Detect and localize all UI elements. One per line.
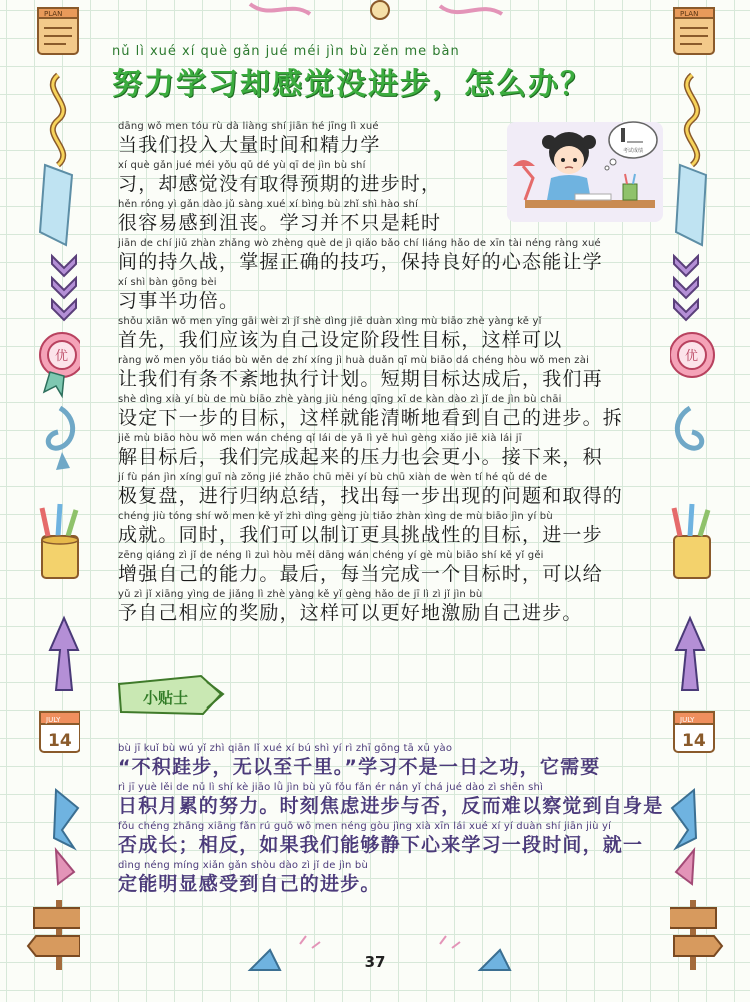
text-line [118,354,658,393]
pinyin-line: zēng qiáng zì jǐ de néng lì zuì hòu měi dāng wán chéng yí gè mù biāo shí kě yǐ gěi [118,550,544,561]
pinyin-line: yǔ zì jǐ xiāng yìng de jiǎng lì zhè yàng kě yǐ gèng hǎo de jī lì zì jǐ jìn bù [118,589,483,600]
pinyin-line: fǒu chéng zhǎng xiāng fǎn rú guǒ wǒ men néng gòu jìng xià xīn lái xué xí yí duàn shí jiān jiù yí [118,821,612,832]
calendar-day-right: 14 [682,731,706,751]
pinyin-line: dìng néng míng xiǎn gǎn shòu dào zì jǐ de jìn bù [118,860,368,871]
hanzi-line: 让我们有条不紊地执行计划。短期目标达成后，我们再 [118,368,603,390]
medal-label-right: 优 [685,349,699,364]
hanzi-line: 日积月累的努力。时刻焦虑进步与否，反而难以察觉到自身是 [118,795,664,817]
text-line [118,237,658,276]
medal-label: 优 [55,349,69,364]
feather-icon [54,790,78,848]
tip-body-text [118,742,664,898]
pinyin-line: rì jī yuè lěi de nǔ lì shí kè jiāo lǜ jìn bù yǔ fǒu fǎn ér nán yǐ chá jué dào zì shēn shì [118,782,543,793]
top-doodles [240,0,520,30]
plan-label-right: PLAN [680,10,699,18]
hanzi-line: 习，却感觉没有取得预期的进步时， [118,173,442,195]
pinyin-line: xí què gǎn jué méi yǒu qǔ dé yù qī de jìn bù shí [118,160,366,171]
pinyin-line: shǒu xiān wǒ men yīng gāi wèi zì jǐ shè dìng jiē duàn xìng mù biāo zhè yàng kě yǐ [118,316,542,327]
main-body-text [118,120,658,627]
swirl-icon [48,408,72,448]
right-doodles [670,0,750,1002]
hanzi-line: 解目标后，我们完成起来的压力也会更小。接下来，积 [118,446,603,468]
title-block [112,44,652,103]
chevron-down-icon [52,256,76,320]
pinyin-line: bù jī kuǐ bù wú yǐ zhì qiān lǐ xué xí bú shì yí rì zhī gōng tā xū yào [118,743,453,754]
text-line [118,393,658,432]
ribbon-icon [40,165,72,245]
text-line [118,859,658,898]
pinyin-line: jiān de chí jiǔ zhàn zhǎng wò zhèng què de jì qiǎo bǎo chí liáng hǎo de xīn tài néng ràng xué [118,238,601,249]
pinyin-line: hěn róng yì gǎn dào jǔ sàng xué xí bìng bù zhǐ shì hào shí [118,199,419,210]
hanzi-line: 习事半功倍。 [118,290,240,312]
text-line [118,315,658,354]
pinyin-line: shè dìng xià yí bù de mù biāo zhè yàng jiù néng qīng xī de kàn dào zì jǐ de jìn bù chāi [118,394,562,405]
hanzi-line: 予自己相应的奖励，这样可以更好地激励自己进步。 [118,602,583,624]
hanzi-line: 定能明显感受到自己的进步。 [118,873,381,895]
text-line [118,820,658,859]
hanzi-line: 否成长；相反，如果我们能够静下心来学习一段时间，就一 [118,834,644,856]
chevron-down-icon [674,256,698,320]
text-line [118,742,658,781]
pinyin-line: dāng wǒ men tóu rù dà liàng shí jiān hé jīng lì xué [118,121,379,132]
hanzi-line: 首先，我们应该为自己设定阶段性目标，这样可以 [118,329,563,351]
text-line [118,781,664,820]
hanzi-line: 间的持久战，掌握正确的技巧，保持良好的心态能让学 [118,251,603,273]
calendar-day-left: 14 [48,731,72,751]
text-line [118,471,658,510]
paragraph [118,120,658,315]
hanzi-line: 当我们投入大量时间和精力学 [118,134,381,156]
pinyin-line: chéng jiù tóng shí wǒ men kě yǐ zhì dìng gèng jù tiǎo zhàn xìng de mù biāo jìn yí bù [118,511,553,522]
pinyin-line: jiě mù biāo hòu wǒ men wán chéng qǐ lái de yā lì yě huì gèng xiǎo jiē xià lái jī [118,433,522,444]
title-pinyin: nǔ lì xué xí què gǎn jué méi jìn bù zěn me bàn [112,44,460,59]
pinyin-line: ràng wǒ men yǒu tiáo bù wěn de zhí xíng jì huà duǎn qī mù biāo dá chéng hòu wǒ men zài [118,355,590,366]
text-line [118,276,658,315]
page-number: 37 [364,953,386,971]
hanzi-line: 设定下一步的目标，这样就能清晰地看到自己的进步。拆 [118,407,624,429]
left-doodles [0,0,80,1002]
paragraph [118,315,658,627]
swirl-icon [677,408,701,448]
calendar-month-left: JULY [46,716,61,724]
pencil-cup-icon [674,504,710,578]
calendar-month-right: JULY [680,716,695,724]
hanzi-line: 很容易感到沮丧。学习并不只是耗时 [118,212,442,234]
text-line [118,159,658,198]
hanzi-line: 增强自己的能力。最后，每当完成一个目标时，可以给 [118,563,603,585]
hanzi-line: 成就。同时，我们可以制订更具挑战性的目标，进一步 [118,524,603,546]
page-title: 努力学习却感觉没进步，怎么办？ [112,67,592,102]
feather-icon [672,790,696,848]
left-border-decoration [0,0,80,1002]
pinyin-line: jí fù pán jìn xíng guī nà zǒng jié zhǎo chū měi yí bù chū xiàn de wèn tí hé qǔ dé de [118,472,548,483]
text-line [118,588,658,627]
ribbon-icon [676,165,706,245]
thought-bubble-text: 考试成绩 [623,148,644,154]
hanzi-line: “不积跬步，无以至千里。”学习不是一日之功，它需要 [118,756,601,778]
plan-label: PLAN [44,10,63,18]
text-line [118,198,658,237]
pinyin-line: xí shì bàn gōng bèi [118,277,217,288]
pencil-cup-icon [42,504,78,578]
arrow-up-icon [50,618,78,690]
hanzi-line: 极复盘，进行归纳总结，找出每一步出现的问题和取得的 [118,485,624,507]
text-line [118,120,658,159]
text-line [118,432,658,471]
medal-icon [40,333,80,396]
text-line [118,510,658,549]
text-line [118,549,658,588]
right-border-decoration [670,0,750,1002]
tip-label: 小贴士 [143,689,189,707]
arrow-up-icon [676,618,704,690]
